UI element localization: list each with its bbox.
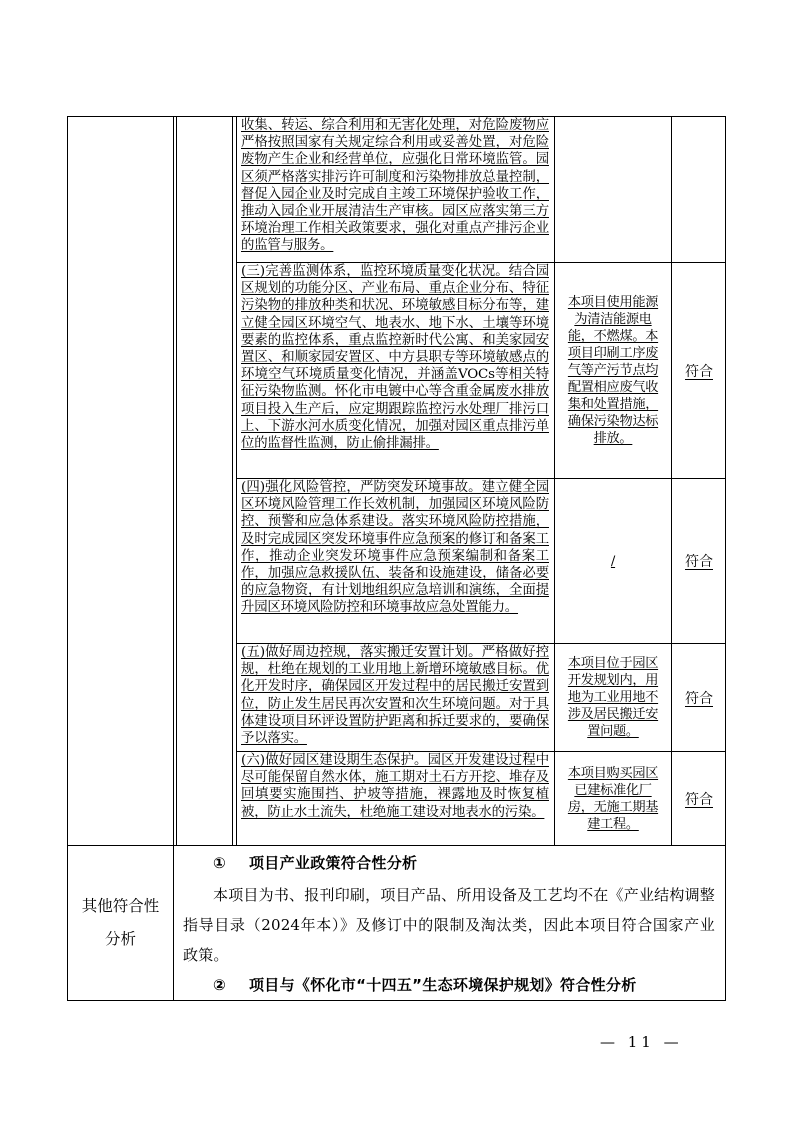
- compliance-result: 符合: [685, 363, 713, 380]
- table-row-requirement: [238, 644, 553, 751]
- section-label: [68, 846, 173, 1000]
- table-divider: [671, 116, 672, 846]
- table-divider: [173, 116, 174, 846]
- requirement-text: (三)完善监测体系，监控环境质量变化状况。结合园区规划的功能分区、产业布局、重点企业分布、特征污染物的排放种类和状况、环境敏感目标分布等，建立健全园区环境空气、地表水、地下水、土壤等环境要素的监控体系，重点监控新时代公寓、和美家园安置区、和顺家园安置区、中方县职专等环境敏感点的环境空气环境质量变化情况，并涵盖VOCs等相关特征污染物监测。怀化市电镀中心等含重金属废水排放项目投入生产后，应定期跟踪监控污水处理厂排污口上、下游水河水质变化情况，加强对园区重点排污单位的监督性监测，防止偷排漏排。: [241, 264, 549, 452]
- project-status-cell: [556, 263, 670, 478]
- project-status-text: 本项目购买园区已建标准化厂房，无施工期基建工程。: [567, 765, 659, 832]
- table-row-requirement: [238, 752, 553, 845]
- table-divider: [173, 846, 174, 1001]
- project-status-cell: [556, 479, 670, 643]
- requirement-text: 收集、转运、综合利用和无害化处理，对危险废物应严格按照国家有关规定综合利用或妥善处置，对危险废物产生企业和经营单位，应强化日常环境监管。园区须严格落实排污许可制度和污染物排放总量控制，督促入园企业及时完成自主竣工环境保护验收工作，推动入园企业开展清洁生产审核。园区应落实第三方环境治理工作相关政策要求，强化对重点产排污企业的监管与服务。: [241, 118, 549, 254]
- table-row-requirement: [238, 117, 553, 262]
- table-divider: [232, 116, 233, 846]
- heading-text: 项目与《怀化市“十四五”生态环境保护规划》符合性分析: [249, 976, 637, 994]
- page-number: — 11 —: [600, 1033, 683, 1051]
- item-number: ①: [213, 854, 227, 872]
- project-status-text: 本项目位于园区开发规划内，用地为工业用地不涉及居民搬迁安置问题。: [567, 656, 659, 739]
- project-status-text: 本项目使用能源为清洁能源电能，不燃煤。本项目印刷工序废气等产污节点均配置相应废气收集和处置措施，确保污染物达标排放。: [567, 295, 659, 446]
- table-divider: [176, 116, 177, 846]
- project-status-cell: [556, 752, 670, 845]
- heading-text: 项目产业政策符合性分析: [249, 854, 418, 872]
- table-row-requirement: [238, 479, 553, 643]
- requirement-text: (四)强化风险管控，严防突发环境事故。建立健全园区环境风险管理工作长效机制，加强园区环境风险防控、预警和应急体系建设。落实环境风险防控措施，及时完成园区突发环境事件应急预案的修订和备案工作，推动企业突发环境事件应急预案编制和备案工作，加强应急救援队伍、装备和设施建设，储备必要的应急物资，有计划地组织应急培训和演练，全面提升园区环境风险防控和环境事故应急处置能力。: [241, 480, 549, 616]
- table-row-requirement: [238, 263, 553, 478]
- compliance-result: 符合: [685, 554, 713, 570]
- compliance-result: 符合: [685, 791, 713, 808]
- other-analysis-content: [175, 846, 725, 1000]
- requirement-text: (五)做好周边控规，落实搬迁安置计划。严格做好控规，杜绝在规划的工业用地上新增环境敏感目标。优化开发时序，确保园区开发过程中的居民搬迁安置到位，防止发生居民再次安置和次生环境问题。对于具体建设项目环评设置防护距离和拆迁要求的，要确保予以落实。: [241, 645, 549, 747]
- section-label-text: 其他符合性分析: [81, 897, 160, 948]
- project-status-cell: [556, 644, 670, 751]
- table-divider: [236, 116, 237, 846]
- table-divider: [554, 116, 555, 846]
- item-number: ②: [213, 976, 227, 994]
- project-status-text: /: [610, 553, 616, 569]
- compliance-result: 符合: [685, 690, 713, 707]
- analysis-heading-2: [183, 972, 715, 998]
- requirement-text: (六)做好园区建设期生态保护。园区开发建设过程中尽可能保留自然水体，施工期对土石方开挖、堆存及回填要实施围挡、护坡等措施，裸露地及时恢复植被，防止水土流失，杜绝施工建设对地表水的污染。: [241, 753, 549, 820]
- analysis-paragraph: 本项目为书、报刊印刷，项目产品、所用设备及工艺均不在《产业结构调整指导目录（2024年本）》及修订中的限制及淘汰类，因此本项目符合国家产业政策。: [183, 886, 715, 964]
- analysis-heading-1: [183, 850, 715, 876]
